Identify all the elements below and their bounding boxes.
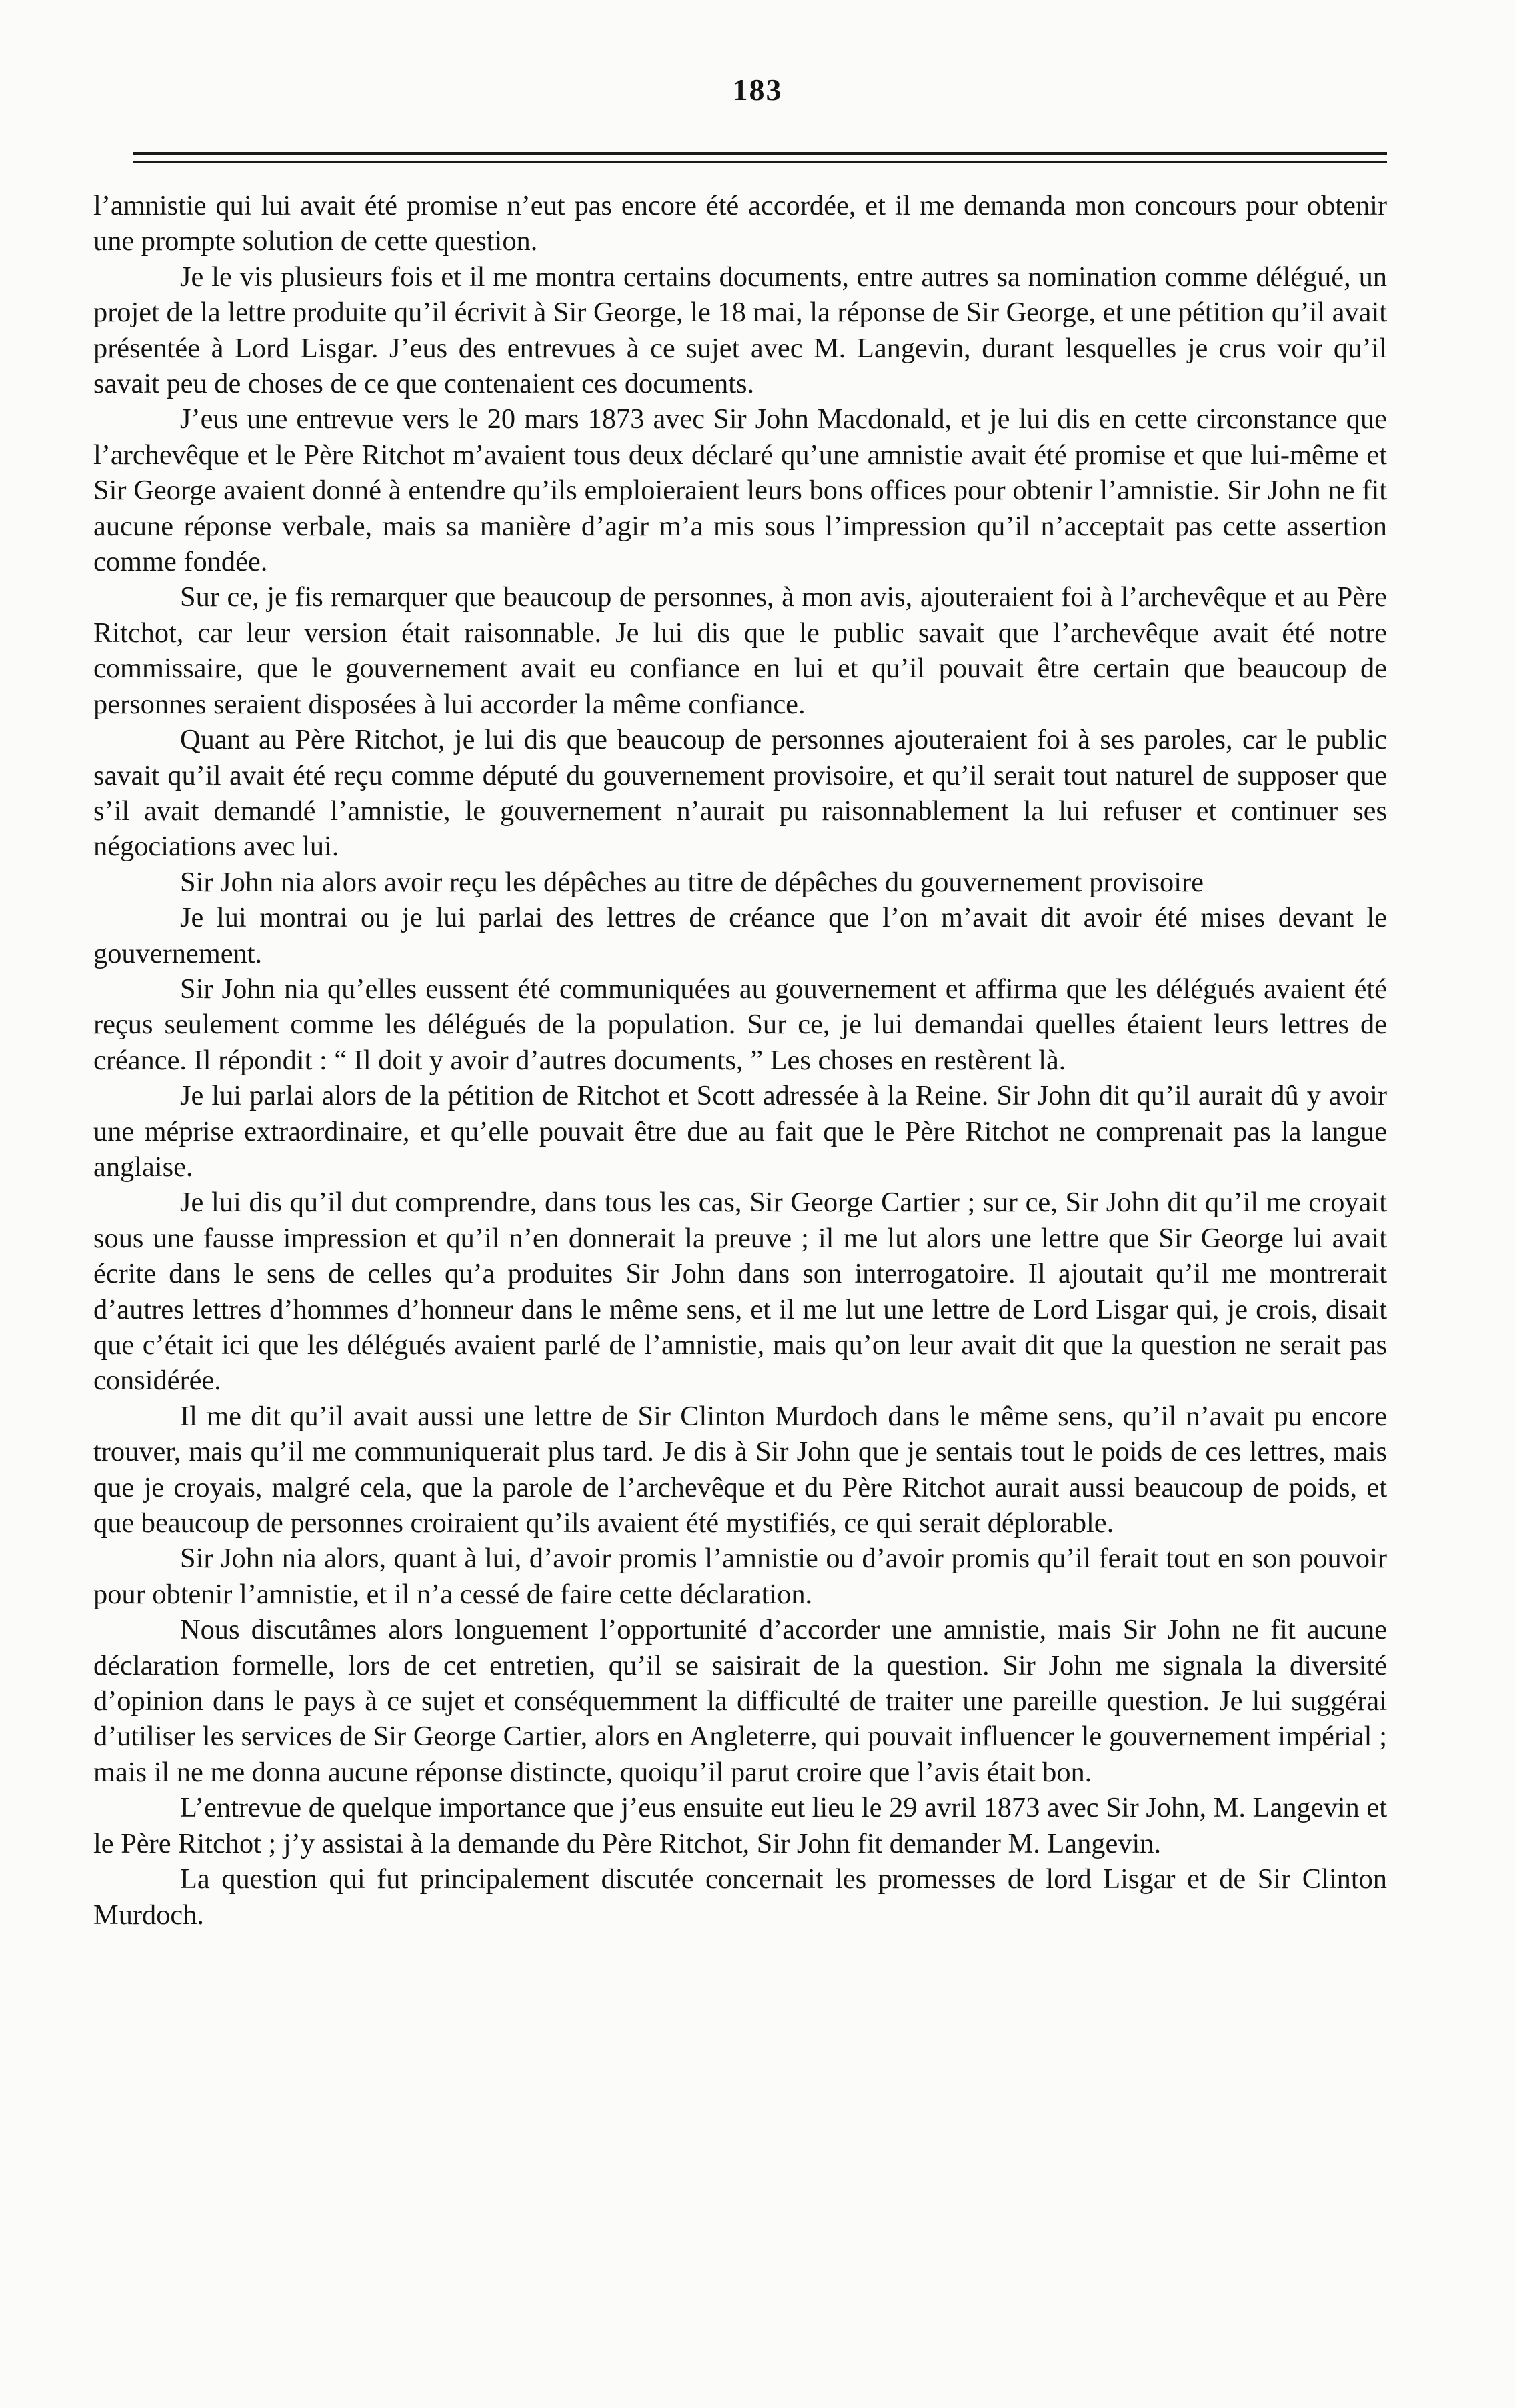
paragraph: Sir John nia alors avoir reçu les dépêches au titre de dépêches du gouvernement provisoire [180,866,1204,898]
paragraph: J’eus une entrevue vers le 20 mars 1873 avec Sir John Macdonald, et je lui dis en cette circonstance que l’archevêque et le Père Ritchot m’avaient tous deux déclaré qu’une amnistie avait été promise et que lui-même et Sir George avaient donné à entendre qu’ils emploieraient leurs bons offices pour obtenir l’amnistie. Sir John ne fit aucune réponse verbale, mais sa manière d’agir m’a mis sous l’impression qu’il n’acceptait pas cette assertion comme fondée. [93,403,1387,578]
header-rule-thin [133,161,1387,163]
paragraph: Sir John nia qu’elles eussent été communiquées au gouvernement et affirma que les délégués avaient été reçus seulement comme les délégués de la population. Sur ce, je lui demandai quelles étaient leurs lettres de créance. Il répondit : “ Il doit y avoir d’autres documents, ” Les choses en restèrent là. [93,973,1387,1076]
paragraph: Sur ce, je fis remarquer que beaucoup de personnes, à mon avis, ajouteraient foi à l’archevêque et au Père Ritchot, car leur version était raisonnable. Je lui dis que le public savait que l’archevêque avait été notre commissaire, que le gouvernement avait eu confiance en lui et qu’il pouvait être certain que beaucoup de personnes seraient disposées à lui accorder la même confiance. [93,581,1387,720]
paragraph: Je lui dis qu’il dut comprendre, dans tous les cas, Sir George Cartier ; sur ce, Sir John dit qu’il me croyait sous une fausse impression et qu’il n’en donnerait la preuve ; il me lut alors une lettre que Sir George lui avait écrite dans le sens de celles qu’a produites Sir John dans son interrogatoire. Il ajoutait qu’il me montrerait d’autres lettres d’hommes d’honneur dans le même sens, et il me lut une lettre de Lord Lisgar qui, je crois, disait que c’était ici que les délégués avaient parlé de l’amnistie, mais qu’on leur avait dit que la question ne serait pas considérée. [93,1187,1387,1397]
paragraph: Il me dit qu’il avait aussi une lettre de Sir Clinton Murdoch dans le même sens, qu’il n’avait pu encore trouver, mais qu’il me communiquerait plus tard. Je dis à Sir John que je sentais tout le poids de ces lettres, mais que je croyais, malgré cela, que la parole de l’archevêque et du Père Ritchot aurait aussi beaucoup de poids, et que beaucoup de personnes croiraient qu’ils avaient été mystifiés, ce qui serait déplorable. [93,1400,1387,1539]
paragraph: Je lui parlai alors de la pétition de Ritchot et Scott adressée à la Reine. Sir John dit qu’il aurait dû y avoir une méprise extraordinaire, et qu’elle pouvait être due au fait que le Père Ritchot ne comprenait pas la langue anglaise. [93,1080,1387,1183]
paragraph: Nous discutâmes alors longuement l’opportunité d’accorder une amnistie, mais Sir John ne fit aucune déclaration formelle, lors de cet entretien, qu’il se saisirait de la question. Sir John me signala la diversité d’opinion dans le pays à ce sujet et conséquemment la difficulté de traiter une pareille question. Je lui suggérai d’utiliser les services de Sir George Cartier, alors en Angleterre, qui pouvait influencer le gouvernement impérial ; mais il ne me donna aucune réponse distincte, quoiqu’il parut croire que l’avis était bon. [93,1614,1387,1788]
paragraph: L’entrevue de quelque importance que j’eus ensuite eut lieu le 29 avril 1873 avec Sir John, M. Langevin et le Père Ritchot ; j’y assistai à la demande du Père Ritchot, Sir John fit demander M. Langevin. [93,1792,1387,1859]
page-number: 183 [732,73,783,107]
paragraph: Quant au Père Ritchot, je lui dis que beaucoup de personnes ajouteraient foi à ses paroles, car le public savait qu’il avait été reçu comme député du gouvernement provisoire, et qu’il serait tout naturel de supposer que s’il avait demandé l’amnistie, le gouvernement n’aurait pu raisonnablement la lui refuser et continuer ses négociations avec lui. [93,724,1387,863]
paragraph: La question qui fut principalement discutée concernait les promesses de lord Lisgar et de Sir Clinton Murdoch. [93,1863,1387,1931]
body-text [93,188,1387,1933]
paragraph: Je lui montrai ou je lui parlai des lettres de créance que l’on m’avait dit avoir été mises devant le gouvernement. [93,902,1387,969]
paragraph-continuation: l’amnistie qui lui avait été promise n’eut pas encore été accordée, et il me demanda mon concours pour obtenir une prompte solution de cette question. [93,190,1387,257]
header-rule-thick [133,152,1387,155]
paragraph: Sir John nia alors, quant à lui, d’avoir promis l’amnistie ou d’avoir promis qu’il ferait tout en son pouvoir pour obtenir l’amnistie, et il n’a cessé de faire cette déclaration. [93,1543,1387,1610]
paragraph: Je le vis plusieurs fois et il me montra certains documents, entre autres sa nomination comme délégué, un projet de la lettre produite qu’il écrivit à Sir George, le 18 mai, la réponse de Sir George, et une pétition qu’il avait présentée à Lord Lisgar. J’eus des entrevues à ce sujet avec M. Langevin, durant lesquelles je crus voir qu’il savait peu de choses de ce que contenaient ces documents. [93,261,1387,400]
